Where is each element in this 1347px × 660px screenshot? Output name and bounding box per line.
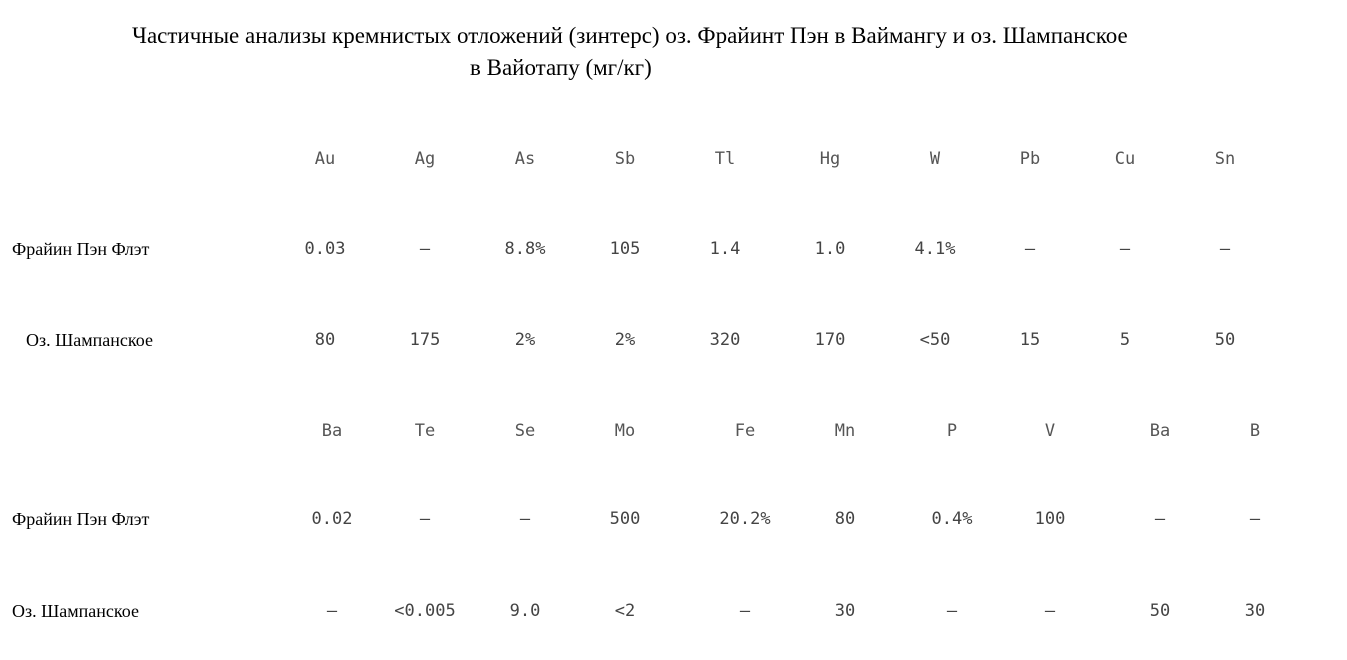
table-cell: 15 xyxy=(1019,330,1041,350)
table-cell: 4.1% xyxy=(914,239,956,259)
column-header: Ba xyxy=(321,421,343,441)
table-cell: 50 xyxy=(1214,330,1236,350)
table-cell: 50 xyxy=(1149,601,1171,621)
table-cell: 100 xyxy=(1034,509,1066,529)
table-cell: – xyxy=(739,601,751,621)
table-cell: 80 xyxy=(834,509,856,529)
table-cell: 2% xyxy=(614,330,636,350)
table-cell: 20.2% xyxy=(719,509,771,529)
table-cell: – xyxy=(326,601,338,621)
column-header: Pb xyxy=(1019,149,1041,169)
table-cell: 320 xyxy=(709,330,741,350)
table-cell: – xyxy=(419,239,431,259)
table-cell: 9.0 xyxy=(509,601,541,621)
table-cell: 2% xyxy=(514,330,536,350)
table-cell: – xyxy=(1024,239,1036,259)
row-label: Оз. Шампанское xyxy=(26,330,153,350)
column-header: Sn xyxy=(1214,149,1236,169)
table-cell: 105 xyxy=(609,239,641,259)
table-cell: <0.005 xyxy=(394,601,456,621)
table-cell: 500 xyxy=(609,509,641,529)
column-header: Tl xyxy=(714,149,736,169)
column-header: Hg xyxy=(819,149,841,169)
table-cell: 30 xyxy=(834,601,856,621)
table-cell: – xyxy=(419,509,431,529)
table-cell: – xyxy=(1044,601,1056,621)
column-header: Fe xyxy=(734,421,756,441)
table-cell: 8.8% xyxy=(504,239,546,259)
table-cell: 1.0 xyxy=(814,239,846,259)
column-header: Mn xyxy=(834,421,856,441)
column-header: W xyxy=(929,149,941,169)
table-cell: 0.4% xyxy=(931,509,973,529)
column-header: Ba xyxy=(1149,421,1171,441)
row-label: Фрайин Пэн Флэт xyxy=(12,239,150,259)
column-header: Te xyxy=(414,421,436,441)
table-cell: 80 xyxy=(314,330,336,350)
column-header: Cu xyxy=(1114,149,1136,169)
table-cell: – xyxy=(946,601,958,621)
table-cell: – xyxy=(1249,509,1261,529)
title-line-2: в Вайотапу (мг/кг) xyxy=(470,55,652,80)
table-cell: <50 xyxy=(919,330,951,350)
table-cell: <2 xyxy=(614,601,636,621)
table-cell: 0.03 xyxy=(304,239,346,259)
table-cell: 175 xyxy=(409,330,441,350)
table-cell: 0.02 xyxy=(311,509,353,529)
table-cell: 1.4 xyxy=(709,239,741,259)
title-line-1: Частичные анализы кремнистых отложений (зинтерс) оз. Фрайинт Пэн в Ваймангу и оз. Шампанское xyxy=(132,23,1128,48)
row-label: Фрайин Пэн Флэт xyxy=(12,509,150,529)
column-header: Se xyxy=(514,421,536,441)
table-cell: – xyxy=(1154,509,1166,529)
table-cell: 170 xyxy=(814,330,846,350)
table-cell: 30 xyxy=(1244,601,1266,621)
column-header: Ag xyxy=(414,149,436,169)
table-cell: – xyxy=(1219,239,1231,259)
column-header: Au xyxy=(314,149,336,169)
row-label: Оз. Шампанское xyxy=(12,601,139,621)
column-header: P xyxy=(946,421,958,441)
column-header: Mo xyxy=(614,421,636,441)
table-cell: – xyxy=(1119,239,1131,259)
column-header: B xyxy=(1249,421,1261,441)
column-header: As xyxy=(514,149,536,169)
table-cell: – xyxy=(519,509,531,529)
column-header: V xyxy=(1044,421,1056,441)
column-header: Sb xyxy=(614,149,636,169)
table-cell: 5 xyxy=(1119,330,1131,350)
